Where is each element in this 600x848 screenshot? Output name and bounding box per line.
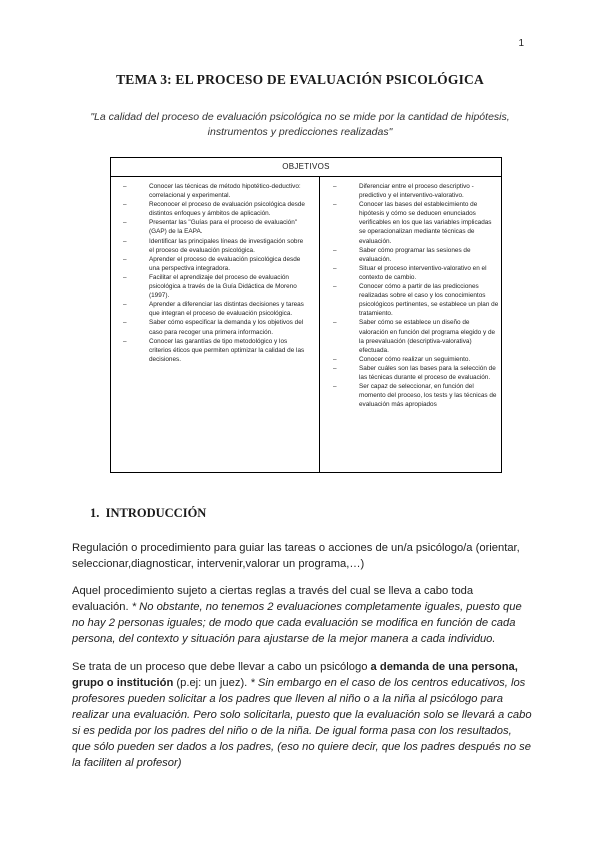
objective-item: – Aprender a diferenciar las distintas decisiones y tareas que integran el proceso de evaluación psicológica. <box>121 300 309 318</box>
objective-item: – Identificar las principales líneas de investigación sobre el proceso de evaluación psicológica. <box>121 237 309 255</box>
objectives-header: OBJETIVOS <box>111 158 501 177</box>
objective-item: – Saber cómo especificar la demanda y los objetivos del caso para recoger una primera información. <box>121 318 309 336</box>
objectives-right-column <box>331 182 499 409</box>
paragraph-definition: Regulación o procedimiento para guiar las tareas o acciones de un/a psicólogo/a (orientar, seleccionar,diagnosticar, intervenir,valorar un programa,…) <box>72 542 520 570</box>
epigraph-quote: "La calidad del proceso de evaluación psicológica no se mide por la cantidad de hipótesis, instrumentos y predicciones realizadas" <box>90 111 510 138</box>
objectives-right-list <box>331 182 499 409</box>
objective-item: – Presentar las "Guías para el proceso de evaluación" (GAP) de la EAPA. <box>121 218 309 236</box>
page-number: 1 <box>518 38 524 49</box>
paragraph-demand <box>72 659 532 771</box>
objective-item: – Conocer cómo a partir de las predicciones realizadas sobre el caso y los conocimientos psicológicos pertinentes, se establece un plan de tratamiento. <box>331 282 499 318</box>
objective-item: – Reconocer el proceso de evaluación psicológica desde distintos enfoques y ámbitos de aplicación. <box>121 200 309 218</box>
section-heading <box>90 506 206 521</box>
objective-item: – Conocer las técnicas de método hipotético-deductivo: correlacional y experimental. <box>121 182 309 200</box>
paragraph-procedure <box>72 583 532 647</box>
paragraph-emphasis: a demanda de una persona, grupo o institución <box>72 661 518 689</box>
objectives-table <box>110 157 502 473</box>
objective-item: – Diferenciar entre el proceso descriptivo -predictivo y el interventivo-valorativo. <box>331 182 499 200</box>
page-title: TEMA 3: EL PROCESO DE EVALUACIÓN PSICOLÓGICA <box>116 72 484 87</box>
objectives-body <box>111 177 501 473</box>
section-number: 1. <box>90 506 100 520</box>
paragraph-note: * Sin embargo en el caso de los centros educativos, los profesores pueden solicitar a los padres que lleven al niño o a la niña al psicólogo para realizar una evaluación. Pero solo solicitarla, puesto que la evaluación solo se llevará a cabo si es pedida por los padres del niño o de la niña. De igual forma pasa con los resultados, que sólo pueden ser dados a los padres, (eso no quiere decir, que los padres después no se la faciliten al profesor) <box>72 677 532 769</box>
objective-item: – Saber cómo se establece un diseño de valoración en función del programa elegido y de la preevaluación (descriptiva-valorativa) efectuada. <box>331 318 499 354</box>
paragraph-text: (p.ej: un juez). <box>173 677 251 689</box>
paragraph-text: Aquel procedimiento sujeto a ciertas reglas a través del cual se lleva a cabo toda evaluación. <box>72 585 474 613</box>
objective-item: – Ser capaz de seleccionar, en función del momento del proceso, los tests y las técnicas de evaluación más apropiados <box>331 382 499 409</box>
section-title: INTRODUCCIÓN <box>105 506 207 520</box>
paragraph-text: Se trata de un proceso que debe llevar a cabo un psicólogo <box>72 661 371 673</box>
paragraph-note: * No obstante, no tenemos 2 evaluaciones completamente iguales, puesto que no hay 2 personas iguales; de modo que cada evaluación se modifica en función de cada persona, del contexto y situación para ajustarse de la mejor manera a cada individuo. <box>72 601 522 645</box>
objectives-left-list <box>121 182 309 364</box>
objective-item: – Saber cuáles son las bases para la selección de las técnicas durante el proceso de evaluación. <box>331 364 499 382</box>
objective-item: – Facilitar el aprendizaje del proceso de evaluación psicológica a través de la Guía Didáctica de Moreno (1997). <box>121 273 309 300</box>
column-divider <box>319 177 320 473</box>
objective-item: – Conocer cómo realizar un seguimiento. <box>331 355 499 364</box>
objectives-left-column <box>121 182 309 364</box>
objective-item: – Conocer las bases del establecimiento de hipótesis y cómo se deducen enunciados verificables en los que las variables implicadas se operacionalizan mediante técnicas de evaluación. <box>331 200 499 245</box>
objective-item: – Conocer las garantías de tipo metodológico y los criterios éticos que permiten optimizar la calidad de las decisiones. <box>121 337 309 364</box>
objective-item: – Situar el proceso interventivo-valorativo en el contexto de cambio. <box>331 264 499 282</box>
objective-item: – Aprender el proceso de evaluación psicológica desde una perspectiva integradora. <box>121 255 309 273</box>
objective-item: – Saber cómo programar las sesiones de evaluación. <box>331 246 499 264</box>
